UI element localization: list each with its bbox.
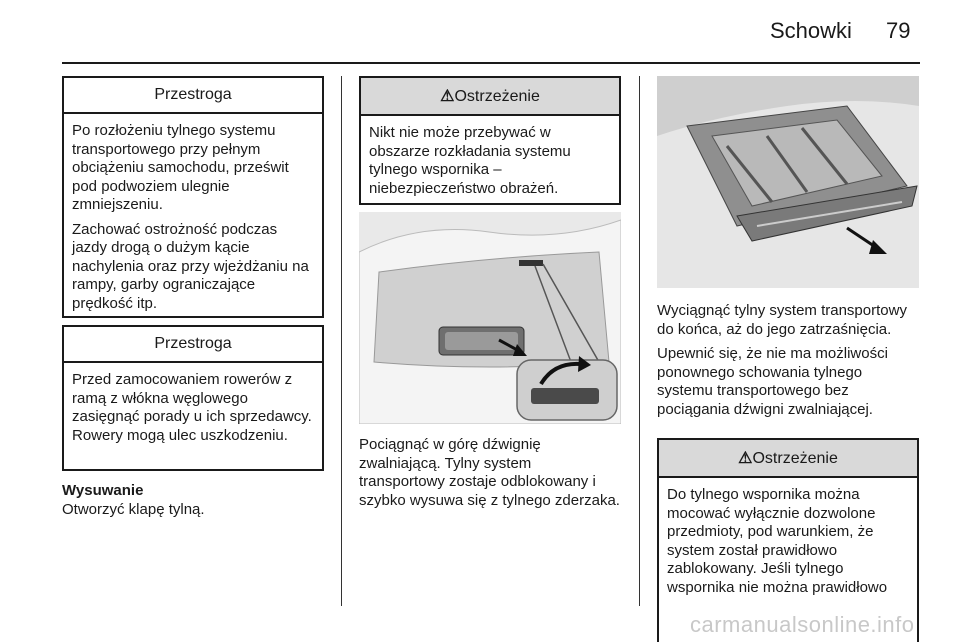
warning-paragraph: Nikt nie może przebywać w obszarze rozkładania systemu tylnego wspornika – niebezpieczeństwo obrażeń. <box>369 124 571 197</box>
instruction-paragraph: Upewnić się, że nie ma możliwości ponownego schowania tylnego systemu transportowego bez pociągania dźwigni zwalniającej. <box>657 345 888 418</box>
figure-carrier-illustration <box>657 76 919 288</box>
column-divider-1 <box>341 76 342 606</box>
warning-triangle-icon: ⚠ <box>738 450 753 467</box>
figure-release-lever <box>359 212 621 424</box>
column-2-text <box>359 436 621 516</box>
caution-paragraph: Zachować ostrożność podczas jazdy drogą o dużym kącie nachylenia oraz przy wjeżdżaniu na rampy, garby ograniczające prędkość itp. <box>72 220 309 312</box>
section-wysuwanie <box>62 482 324 519</box>
instruction-paragraph: Wyciągnąć tylny system transportowy do końca, aż do jego zatrzaśnięcia. <box>657 302 907 338</box>
warning-heading <box>361 78 619 116</box>
column-divider-2 <box>639 76 640 606</box>
instruction-paragraph: Pociągnąć w górę dźwignię zwalniającą. Tylny system transportowy zostaje odblokowany i szybko wysuwa się z tylnego zderzaka. <box>359 436 620 509</box>
page-title: Schowki <box>770 18 852 43</box>
section-heading: Wysuwanie <box>62 482 144 499</box>
caution-box-2 <box>62 325 324 471</box>
watermark: carmanualsonline.info <box>690 612 915 637</box>
warning-heading <box>659 440 917 478</box>
figure-release-lever-illustration <box>359 212 621 424</box>
caution-paragraph: Po rozłożeniu tylnego systemu transportowego przy pełnym obciążeniu samochodu, prześwit pod podwoziem ulegnie zmniejszeniu. <box>72 122 289 213</box>
warning-paragraph: Do tylnego wspornika można mocować wyłącznie dozwolone przedmioty, pod warunkiem, że system został prawidłowo zablokowany. Jeśli tylnego wspornika nie można prawidłowo <box>667 486 888 596</box>
warning-heading-text: Ostrzeżenie <box>752 450 838 467</box>
header-divider <box>62 62 920 64</box>
caution-paragraph: Przed zamocowaniem rowerów z ramą z włókna węglowego zasięgnąć porady u ich sprzedawcy. Rowery mogą ulec uszkodzeniu. <box>72 371 312 444</box>
warning-triangle-icon: ⚠ <box>440 88 455 105</box>
warning-heading-text: Ostrzeżenie <box>454 88 540 105</box>
figure-carrier-extended <box>657 76 919 288</box>
section-text: Otworzyć klapę tylną. <box>62 500 205 518</box>
warning-box-1 <box>359 76 621 205</box>
page-number: 79 <box>886 18 911 43</box>
caution-box-1 <box>62 76 324 318</box>
caution-heading: Przestroga <box>64 327 322 363</box>
column-3-text <box>657 302 919 425</box>
caution-heading: Przestroga <box>64 78 322 114</box>
